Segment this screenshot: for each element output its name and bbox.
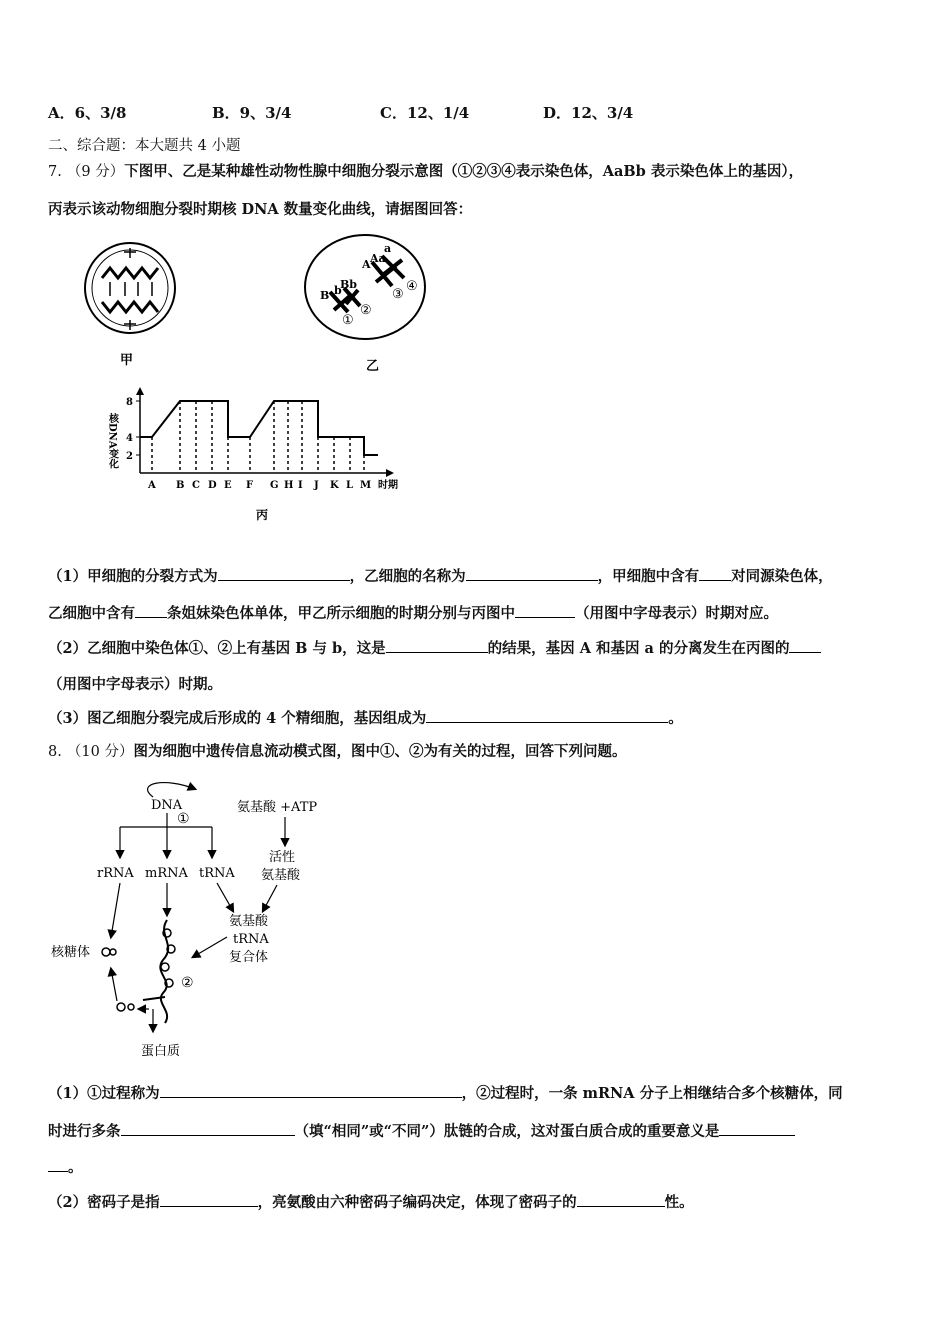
process-1-marker: ① xyxy=(177,811,190,827)
chart-ytick-label: 8 xyxy=(126,397,133,408)
option-b: B．9、3/4 xyxy=(212,104,292,122)
complex-label-2: tRNA xyxy=(233,932,269,947)
q7-number: 7. xyxy=(48,164,62,180)
q7-sub1-g: （用图中字母表示）时期对应。 xyxy=(575,605,778,622)
chart-xtick-label: K xyxy=(330,480,339,491)
option-a: A．6、3/8 xyxy=(48,104,127,122)
q7-sub1-e: 乙细胞中含有 xyxy=(48,605,135,622)
rrna-label: rRNA xyxy=(97,866,134,881)
q7-sub2-line1 xyxy=(48,638,821,659)
blank-codon-property[interactable] xyxy=(577,1192,665,1207)
q7-sub1-line2 xyxy=(48,603,778,624)
chart-xtick-label: C xyxy=(192,480,200,491)
amino-atp-label: 氨基酸 +ATP xyxy=(237,800,318,815)
chart-xtick-label: H xyxy=(284,480,294,491)
yi-gene-B: B xyxy=(320,289,330,302)
yi-gene-A: A xyxy=(362,258,371,271)
q7-sub1-b: ，乙细胞的名称为 xyxy=(349,568,466,585)
blank-process-1-name[interactable] xyxy=(160,1083,462,1098)
q7-sub1-f: 条姐妹染色体单体，甲乙所示细胞的时期分别与丙图中 xyxy=(167,605,515,622)
option-d: D．12、3/4 xyxy=(543,104,634,122)
yi-gene-Bb: Bb xyxy=(340,278,357,291)
blank-period-match[interactable] xyxy=(515,603,575,618)
q8-stem xyxy=(48,742,626,762)
chart-series-line xyxy=(140,401,378,455)
q8-sub2-a: （2）密码子是指 xyxy=(48,1194,160,1211)
option-c: C．12、1/4 xyxy=(380,104,470,122)
figure-bing-chart xyxy=(100,385,420,525)
q7-sub2-line2: （用图中字母表示）时期。 xyxy=(48,676,222,693)
section-title: 二、综合题：本大题共 4 小题 xyxy=(48,138,241,154)
figure-q8-flow xyxy=(45,775,345,1065)
blank-separation-period[interactable] xyxy=(789,638,821,653)
q7-stem-line2: 丙表示该动物细胞分裂时期核 DNA 数量变化曲线，请据图回答： xyxy=(48,201,473,218)
yi-gene-Aa: Aa xyxy=(370,252,386,265)
q8-sub1-b: ，②过程时，一条 mRNA 分子上相继结合多个核糖体，同 xyxy=(461,1085,843,1102)
chart-ytick-label: 2 xyxy=(126,451,133,462)
q8-points: （10 分） xyxy=(66,744,134,760)
process-2-marker: ② xyxy=(181,975,194,991)
q7-sub1-line1 xyxy=(48,566,833,587)
yi-chrom-1: ① xyxy=(342,313,354,328)
q7-sub2-b: 的结果，基因 A 和基因 a 的分离发生在丙图的 xyxy=(487,640,790,657)
q8-sub1-line1 xyxy=(48,1083,843,1104)
q7-sub3-b: 。 xyxy=(668,710,683,727)
chart-xtick-label: D xyxy=(208,480,217,491)
complex-label-3: 复合体 xyxy=(229,950,269,965)
chart-xtick-label: L xyxy=(346,480,354,491)
chart-xtick-label: I xyxy=(298,480,303,491)
yi-chrom-3: ③ xyxy=(392,287,404,302)
chart-xtick-label: E xyxy=(224,480,232,491)
q8-sub1-line2 xyxy=(48,1121,795,1142)
q7-stem-line1 xyxy=(48,162,803,182)
fig-bing-label: 丙 xyxy=(256,508,269,522)
dna-label: DNA xyxy=(151,798,183,813)
blank-homologous-count[interactable] xyxy=(699,566,731,581)
blank-same-different[interactable] xyxy=(121,1121,295,1136)
blank-codon-definition[interactable] xyxy=(160,1192,258,1207)
chart-xtick-label: M xyxy=(360,480,372,491)
blank-significance-cont[interactable] xyxy=(48,1157,68,1172)
chart-ylabel: 核DNA变化 xyxy=(106,413,118,469)
q7-points: （9 分） xyxy=(66,164,125,180)
figure-yi xyxy=(300,232,440,377)
complex-label-1: 氨基酸 xyxy=(229,914,269,929)
ribosome-label: 核糖体 xyxy=(51,945,91,960)
trna-label: tRNA xyxy=(199,866,235,881)
q7-sub2-a: （2）乙细胞中染色体①、②上有基因 B 与 b，这是 xyxy=(48,640,386,657)
q8-sub2-b: ，亮氨酸由六种密码子编码决定，体现了密码子的 xyxy=(257,1194,577,1211)
chart-xtick-label: G xyxy=(270,480,279,491)
q8-sub1-a: （1）①过程称为 xyxy=(48,1085,160,1102)
chart-xlabel: 时期 xyxy=(378,480,398,491)
chart-y-arrow xyxy=(136,387,144,395)
chart-x-arrow xyxy=(386,469,394,477)
chart-ytick-label: 4 xyxy=(126,433,133,444)
blank-division-type[interactable] xyxy=(218,566,350,581)
q8-sub2-c: 性。 xyxy=(664,1194,694,1211)
blank-chromatid-count[interactable] xyxy=(135,603,167,618)
yi-chrom-4: ④ xyxy=(406,279,418,294)
yi-gene-b: b xyxy=(334,284,342,297)
q8-number: 8. xyxy=(48,744,62,760)
q8-sub1-d: （填“相同”或“不同”）肽链的合成，这对蛋白质合成的重要意义是 xyxy=(294,1123,720,1140)
q7-sub3-a: （3）图乙细胞分裂完成后形成的 4 个精细胞，基因组成为 xyxy=(48,710,427,727)
q7-sub3 xyxy=(48,708,683,729)
q8-sub1-c: 时进行多条 xyxy=(48,1123,121,1140)
q7-stem-1: 下图甲、乙是某种雄性动物性腺中细胞分裂示意图（①②③④表示染色体，AaBb 表示染色体上的基因）， xyxy=(124,163,804,180)
q7-sub1-c: ，甲细胞中含有 xyxy=(597,568,700,585)
mrna-label: mRNA xyxy=(145,866,188,881)
q8-sub1-e: 。 xyxy=(68,1159,83,1176)
protein-label: 蛋白质 xyxy=(141,1044,181,1059)
yi-gene-a: a xyxy=(384,242,392,255)
q7-sub1-d: 对同源染色体， xyxy=(731,568,833,585)
q7-sub1-a: （1）甲细胞的分裂方式为 xyxy=(48,568,218,585)
chart-xtick-label: F xyxy=(246,480,254,491)
active-label-1: 活性 xyxy=(269,850,296,865)
chart-xtick-label: A xyxy=(148,480,156,491)
q8-stem-text: 图为细胞中遗传信息流动模式图，图中①、②为有关的过程，回答下列问题。 xyxy=(133,743,627,760)
fig-jia-label: 甲 xyxy=(120,353,134,368)
active-label-2: 氨基酸 xyxy=(261,868,301,883)
q8-sub2 xyxy=(48,1192,694,1213)
figure-jia xyxy=(80,238,190,368)
blank-gene-cause[interactable] xyxy=(386,638,488,653)
blank-significance[interactable] xyxy=(719,1121,795,1136)
q8-sub1-line3 xyxy=(48,1157,83,1178)
chart-xtick-label: J xyxy=(314,480,319,491)
yi-chrom-2: ② xyxy=(360,303,372,318)
fig-yi-label: 乙 xyxy=(366,359,380,374)
chart-xtick-label: B xyxy=(176,480,185,491)
blank-cell-name[interactable] xyxy=(466,566,598,581)
blank-sperm-genotypes[interactable] xyxy=(426,708,668,723)
